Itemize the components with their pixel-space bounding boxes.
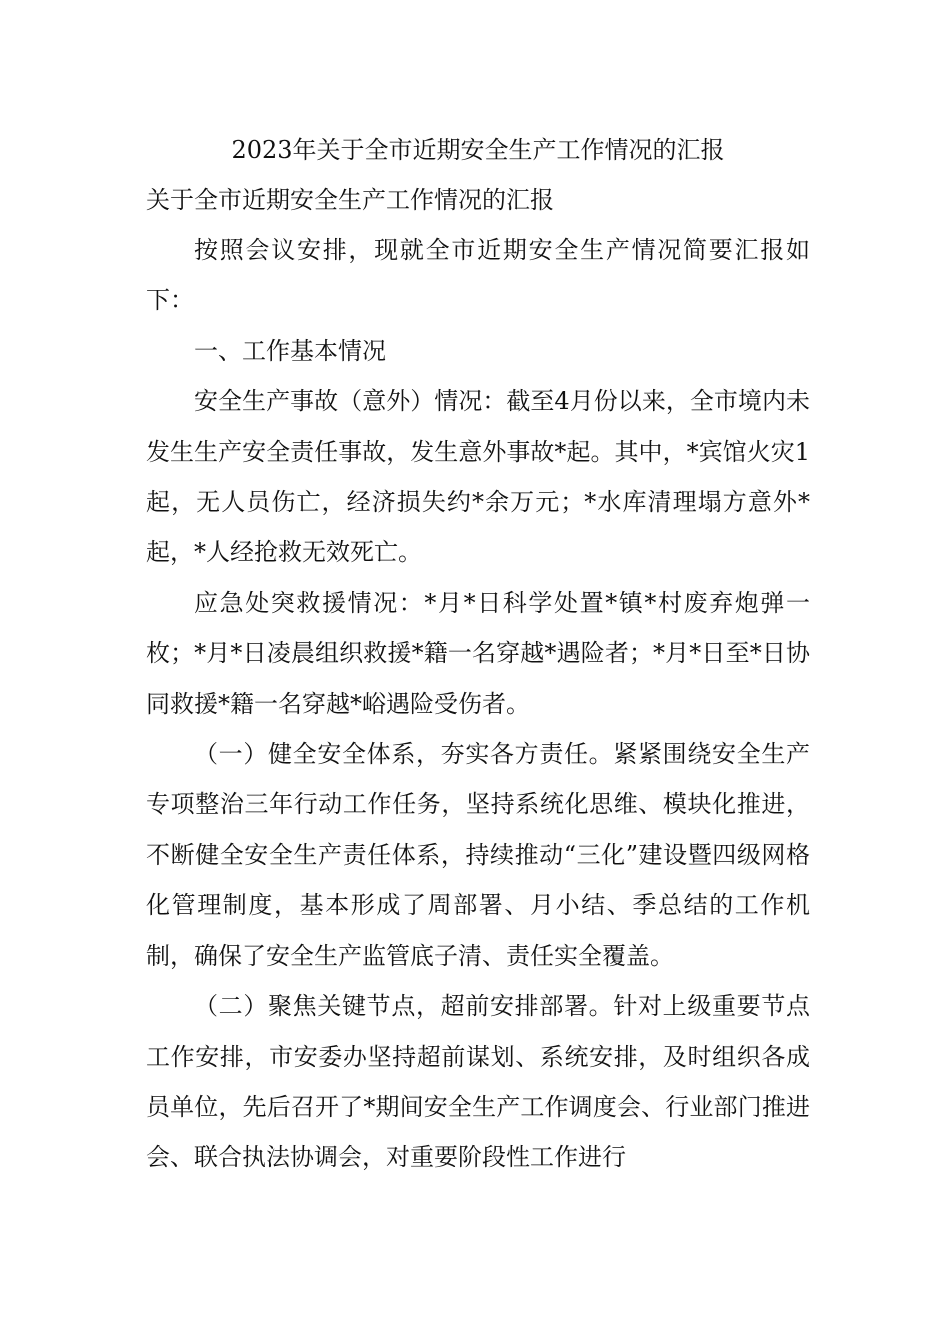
document-title: 2023年关于全市近期安全生产工作情况的汇报 [231,136,725,164]
paragraph-emergency-rescue: 应急处突救援情况：*月*日科学处置*镇*村废弃炮弹一枚；*月*日凌晨组织救援*籍一名穿越*遇险者；*月*日至*日协同救援*籍一名穿越*峪遇险受伤者。 [146,588,810,718]
paragraph-intro: 按照会议安排，现就全市近期安全生产情况简要汇报如下： [146,236,810,315]
section-heading-basic-situation: 一、工作基本情况 [194,336,386,365]
paragraph-key-nodes: （二）聚焦关键节点，超前安排部署。针对上级重要节点工作安排，市安委办坚持超前谋划、系统安排，及时组织各成员单位，先后召开了*期间安全生产工作调度会、行业部门推进会、联合执法协调会，对重要阶段性工作进行 [146,992,810,1172]
paragraph-accidents: 安全生产事故（意外）情况：截至4月份以来，全市境内未发生生产安全责任事故，发生意外事故*起。其中，*宾馆火灾1起，无人员伤亡，经济损失约*余万元；*水库清理塌方意外*起，*人经抢救无效死亡。 [146,387,810,567]
document-subtitle: 关于全市近期安全生产工作情况的汇报 [146,186,554,214]
paragraph-safety-system: （一）健全安全体系，夯实各方责任。紧紧围绕安全生产专项整治三年行动工作任务，坚持系统化思维、模块化推进，不断健全安全生产责任体系，持续推动“三化”建设暨四级网格化管理制度，基本形成了周部署、月小结、季总结的工作机制，确保了安全生产监管底子清、责任实全覆盖。 [146,740,810,970]
document-body [146,125,810,1183]
